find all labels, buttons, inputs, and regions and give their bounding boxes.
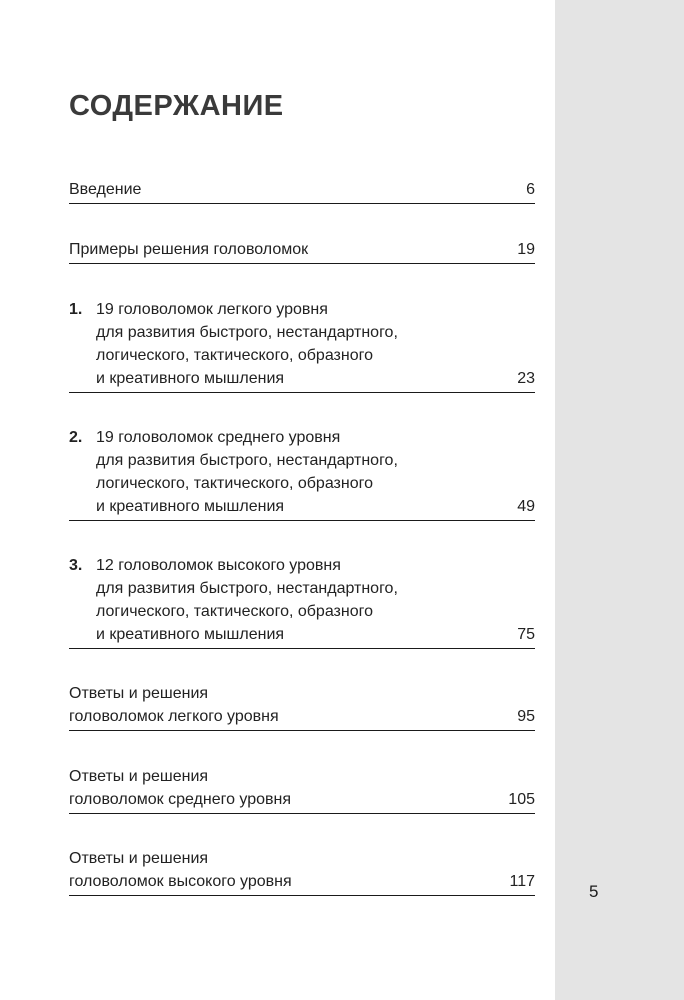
toc-entry-chapter-3[interactable] (69, 554, 535, 649)
toc-entry-title-line: логического, тактического, образного (96, 603, 373, 620)
toc-entry-title-line: головоломок легкого уровня (69, 708, 279, 725)
chapter-number: 3. (69, 557, 83, 574)
toc-entry-title-line: для развития быстрого, нестандартного, (96, 580, 398, 597)
toc-entry-examples[interactable] (69, 238, 535, 264)
toc-entry-chapter-2[interactable] (69, 426, 535, 521)
toc-entry-title-line: головоломок среднего уровня (69, 791, 292, 808)
toc-entry-title-line: и креативного мышления (96, 498, 285, 515)
toc-entry-chapter-1[interactable] (69, 298, 535, 393)
toc-entry-title-line: и креативного мышления (96, 626, 285, 643)
toc-entry-title-line: Примеры решения головоломок (69, 241, 309, 258)
toc-entry-title-line: 19 головоломок легкого уровня (96, 301, 328, 318)
toc-entry-page: 105 (508, 791, 535, 808)
page-margin-sidebar (555, 0, 684, 1000)
page-title: СОДЕРЖАНИЕ (69, 90, 284, 122)
toc-entry-answers-medium[interactable] (69, 765, 535, 814)
toc-entry-answers-hard[interactable] (69, 847, 535, 896)
toc-entry-title-line: Введение (69, 181, 142, 198)
toc-entry-title-line: Ответы и решения (69, 685, 209, 702)
toc-entry-title-line: и креативного мышления (96, 370, 285, 387)
toc-entry-title-line: Ответы и решения (69, 850, 209, 867)
toc-entry-title-line: логического, тактического, образного (96, 475, 373, 492)
toc-entry-title-line: для развития быстрого, нестандартного, (96, 452, 398, 469)
chapter-number: 1. (69, 301, 83, 318)
chapter-number: 2. (69, 429, 83, 446)
toc-entry-title-line: 12 головоломок высокого уровня (96, 557, 341, 574)
toc-entry-page: 117 (509, 873, 535, 890)
toc-entry-title-line: 19 головоломок среднего уровня (96, 429, 341, 446)
toc-entry-answers-easy[interactable] (69, 682, 535, 731)
toc-entry-page: 6 (526, 181, 535, 198)
toc-entry-title-line: логического, тактического, образного (96, 347, 373, 364)
toc-entry-page: 19 (517, 241, 535, 258)
toc-entry-page: 49 (517, 498, 535, 515)
toc-entry-page: 75 (517, 626, 535, 643)
page-number: 5 (589, 882, 599, 901)
toc-entry-title-line: Ответы и решения (69, 768, 209, 785)
toc-entry-title-line: для развития быстрого, нестандартного, (96, 324, 398, 341)
toc-entry-title-line: головоломок высокого уровня (69, 873, 292, 890)
toc-entry-page: 95 (517, 708, 535, 725)
toc-entry-introduction[interactable] (69, 178, 535, 204)
toc-entry-page: 23 (517, 370, 535, 387)
